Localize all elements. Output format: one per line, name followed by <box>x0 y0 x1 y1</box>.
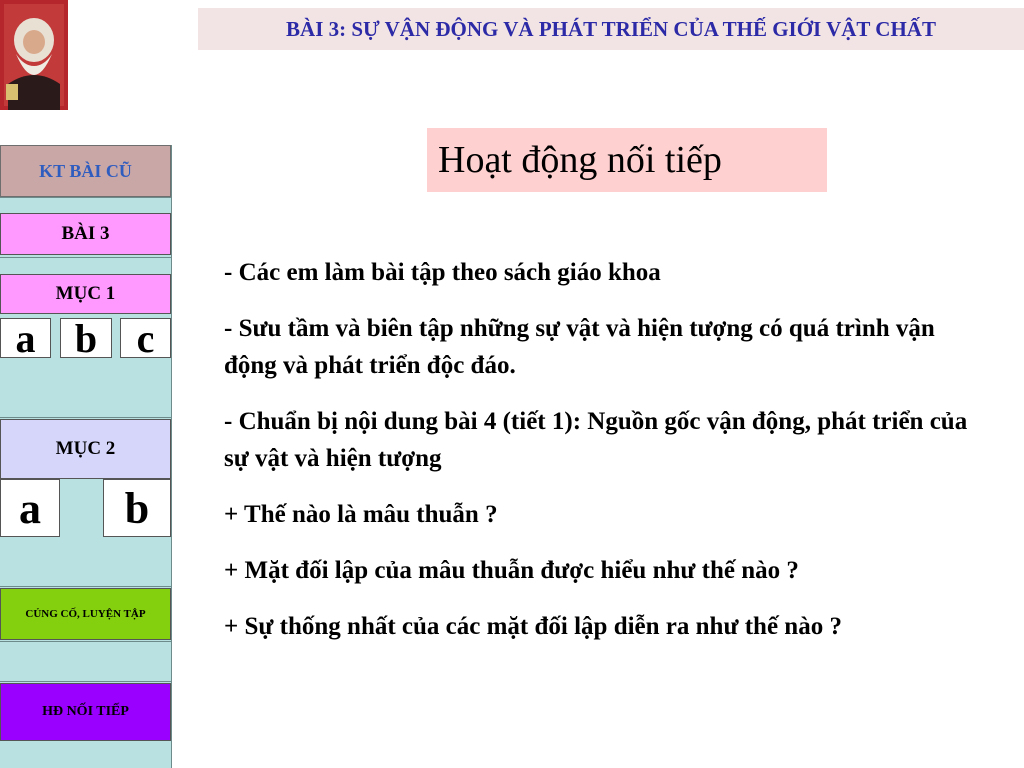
nav-button-muc1-a[interactable]: a <box>0 318 51 358</box>
content-line: + Thế nào là mâu thuẫn ? <box>224 501 498 528</box>
sidebar-divider <box>0 681 171 682</box>
content-line: - Các em làm bài tập theo sách giáo khoa <box>224 259 661 286</box>
sidebar-divider <box>0 417 171 418</box>
lesson-title-bar <box>198 8 1024 50</box>
nav-button-muc-2[interactable]: MỤC 2 <box>0 419 171 479</box>
content-line: + Sự thống nhất của các mặt đối lập diễn ra như thế nào ? <box>224 613 842 640</box>
activity-content <box>224 254 984 664</box>
karl-marx-portrait <box>0 0 68 110</box>
nav-button-muc2-b[interactable]: b <box>103 479 171 537</box>
content-line: - Chuẩn bị nội dung bài 4 (tiết 1): Nguồn gốc vận động, phát triển của sự vật và hiện tượng <box>224 408 968 472</box>
content-line: - Sưu tầm và biên tập những sự vật và hiện tượng có quá trình vận động và phát triển độc đáo. <box>224 315 935 379</box>
lesson-title: BÀI 3: SỰ VẬN ĐỘNG VÀ PHÁT TRIỂN CỦA THẾ GIỚI VẬT CHẤT <box>286 16 936 41</box>
activity-heading: Hoạt động nối tiếp <box>427 128 827 192</box>
sidebar-divider <box>0 197 171 198</box>
content-line: + Mặt đối lập của mâu thuẫn được hiểu như thế nào ? <box>224 557 799 584</box>
navigation-sidebar <box>0 145 172 768</box>
nav-button-kt-bai-cu[interactable]: KT BÀI CŨ <box>0 145 171 197</box>
sidebar-divider <box>0 641 171 642</box>
nav-button-muc-1[interactable]: MỤC 1 <box>0 274 171 314</box>
nav-button-hd-noi-tiep[interactable]: HĐ NỐI TIẾP <box>0 683 171 741</box>
nav-button-muc2-a[interactable]: a <box>0 479 60 537</box>
sidebar-divider <box>0 257 171 258</box>
portrait-image <box>0 0 68 110</box>
nav-button-muc1-b[interactable]: b <box>60 318 112 358</box>
nav-button-cung-co-luyen-tap[interactable]: CỦNG CỐ, LUYỆN TẬP <box>0 588 171 640</box>
sidebar-divider <box>0 586 171 587</box>
nav-button-muc1-c[interactable]: c <box>120 318 171 358</box>
nav-button-bai-3[interactable]: BÀI 3 <box>0 213 171 255</box>
